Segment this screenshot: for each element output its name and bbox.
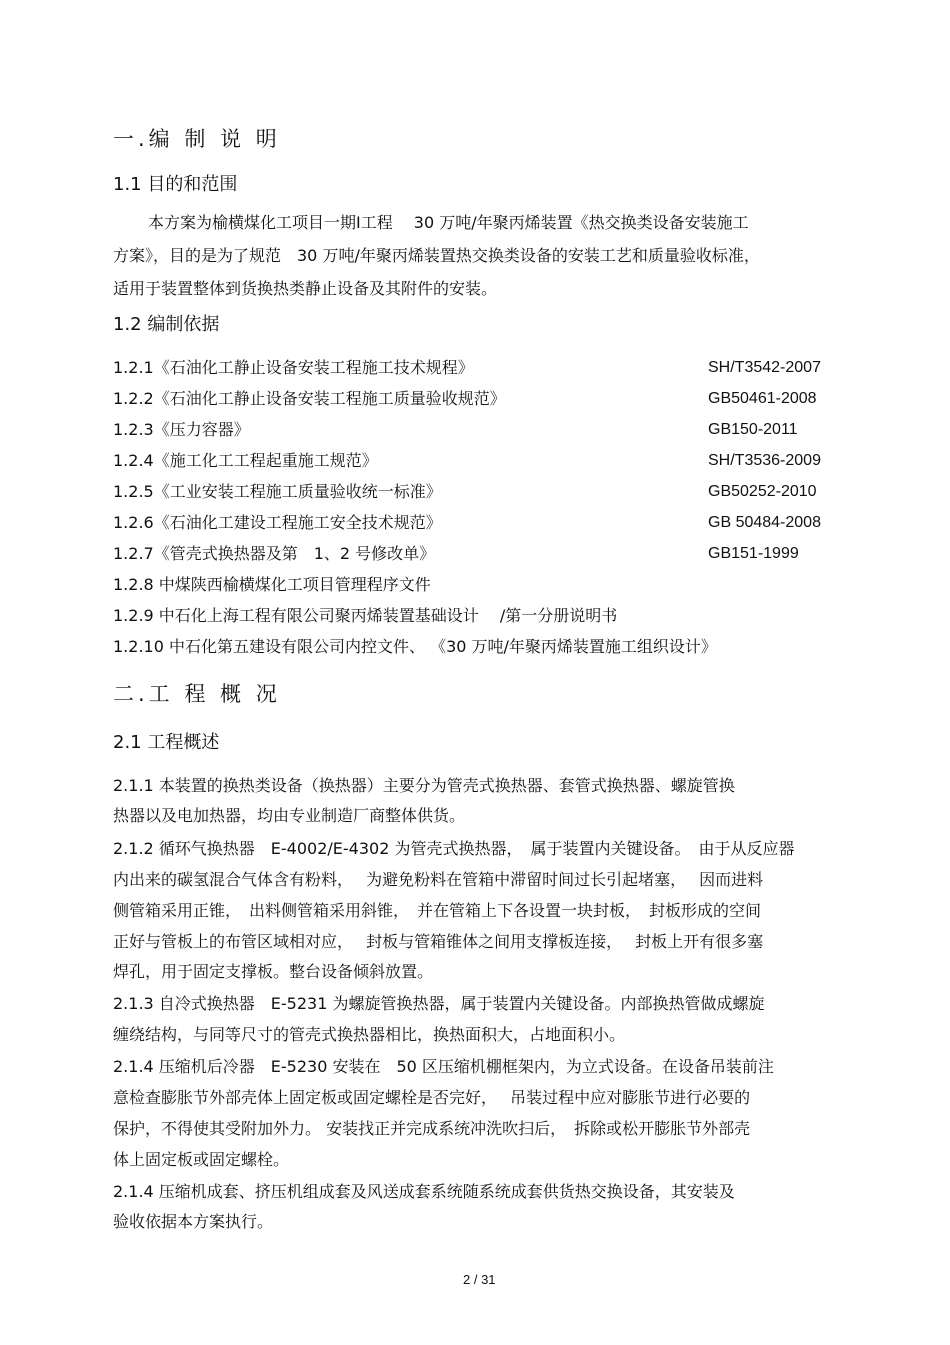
reference-code: SH/T3542-2007: [708, 359, 821, 376]
reference-title: 1.2.8 中煤陕西榆横煤化工项目管理程序文件: [113, 575, 431, 594]
section-1-2-heading: 1.2 编制依据: [113, 314, 220, 335]
reference-code: GB50252-2010: [708, 483, 817, 500]
reference-title: 1.2.9 中石化上海工程有限公司聚丙烯装置基础设计 /第一分册说明书: [113, 606, 618, 625]
reference-title: 1.2.4《施工化工工程起重施工规范》: [113, 451, 378, 470]
paragraph-line: 保护，不得使其受附加外力。 安装找正并完成系统冲洗吹扫后， 拆除或松开膨胀节外部壳: [113, 1119, 751, 1138]
section-1-1-heading: 1.1 目的和范围: [113, 174, 238, 195]
reference-code: GB 50484-2008: [708, 514, 821, 531]
reference-code: GB50461-2008: [708, 390, 817, 407]
paragraph-line: 正好与管板上的布管区域相对应， 封板与管箱锥体之间用支撑板连接， 封板上开有很多塞: [113, 932, 764, 951]
reference-title: 1.2.3《压力容器》: [113, 420, 250, 439]
paragraph-line: 热器以及电加热器，均由专业制造厂商整体供货。: [113, 806, 466, 825]
paragraph-line: 侧管箱采用正锥， 出料侧管箱采用斜锥， 并在管箱上下各设置一块封板， 封板形成的空间: [113, 901, 762, 920]
paragraph-line: 验收依据本方案执行。: [113, 1212, 274, 1231]
reference-title: 1.2.7《管壳式换热器及第 1、2 号修改单》: [113, 544, 436, 563]
reference-title: 1.2.10 中石化第五建设有限公司内控文件、 《30 万吨/年聚丙烯装置施工组织设计》: [113, 637, 717, 656]
paragraph-line: 体上固定板或固定螺栓。: [113, 1150, 290, 1169]
paragraph-line: 焊孔，用于固定支撑板。整台设备倾斜放置。: [113, 962, 434, 981]
paragraph-line: 意检查膨胀节外部壳体上固定板或固定螺栓是否完好， 吊装过程中应对膨胀节进行必要的: [113, 1088, 751, 1107]
page-number: 2 / 31: [463, 1272, 496, 1287]
paragraph-line: 缠绕结构，与同等尺寸的管壳式换热器相比，换热面积大，占地面积小。: [113, 1025, 626, 1044]
reference-title: 1.2.2《石油化工静止设备安装工程施工质量验收规范》: [113, 389, 506, 408]
section-2-heading: 二.工 程 概 况: [113, 682, 281, 706]
reference-code: GB151-1999: [708, 545, 799, 562]
reference-title: 1.2.6《石油化工建设工程施工安全技术规范》: [113, 513, 442, 532]
section-2-1-heading: 2.1 工程概述: [113, 732, 220, 753]
paragraph-line: 2.1.3 自冷式换热器 E-5231 为螺旋管换热器，属于装置内关键设备。内部换热管做成螺旋: [113, 994, 765, 1013]
reference-title: 1.2.5《工业安装工程施工质量验收统一标准》: [113, 482, 442, 501]
paragraph-line: 内出来的碳氢混合气体含有粉料， 为避免粉料在管箱中滞留时间过长引起堵塞， 因而进料: [113, 870, 764, 889]
paragraph-line: 适用于装置整体到货换热类静止设备及其附件的安装。: [113, 279, 498, 298]
paragraph-line: 2.1.1 本装置的换热类设备（换热器）主要分为管壳式换热器、套管式换热器、螺旋管换: [113, 776, 735, 795]
reference-title: 1.2.1《石油化工静止设备安装工程施工技术规程》: [113, 358, 474, 377]
paragraph-line: 方案》，目的是为了规范 30 万吨/年聚丙烯装置热交换类设备的安装工艺和质量验收标准，: [113, 246, 760, 265]
paragraph-line: 本方案为榆横煤化工项目一期Ⅰ工程 30 万吨/年聚丙烯装置《热交换类设备安装施工: [148, 213, 749, 232]
paragraph-line: 2.1.4 压缩机成套、挤压机组成套及风送成套系统随系统成套供货热交换设备，其安装及: [113, 1182, 735, 1201]
paragraph-line: 2.1.2 循环气换热器 E-4002/E-4302 为管壳式换热器， 属于装置内关键设备。 由于从反应器: [113, 839, 795, 858]
reference-code: GB150-2011: [708, 421, 798, 438]
section-1-heading: 一.编 制 说 明: [113, 127, 281, 151]
paragraph-line: 2.1.4 压缩机后冷器 E-5230 安装在 50 区压缩机棚框架内，为立式设备。在设备吊装前注: [113, 1057, 774, 1076]
reference-code: SH/T3536-2009: [708, 452, 821, 469]
